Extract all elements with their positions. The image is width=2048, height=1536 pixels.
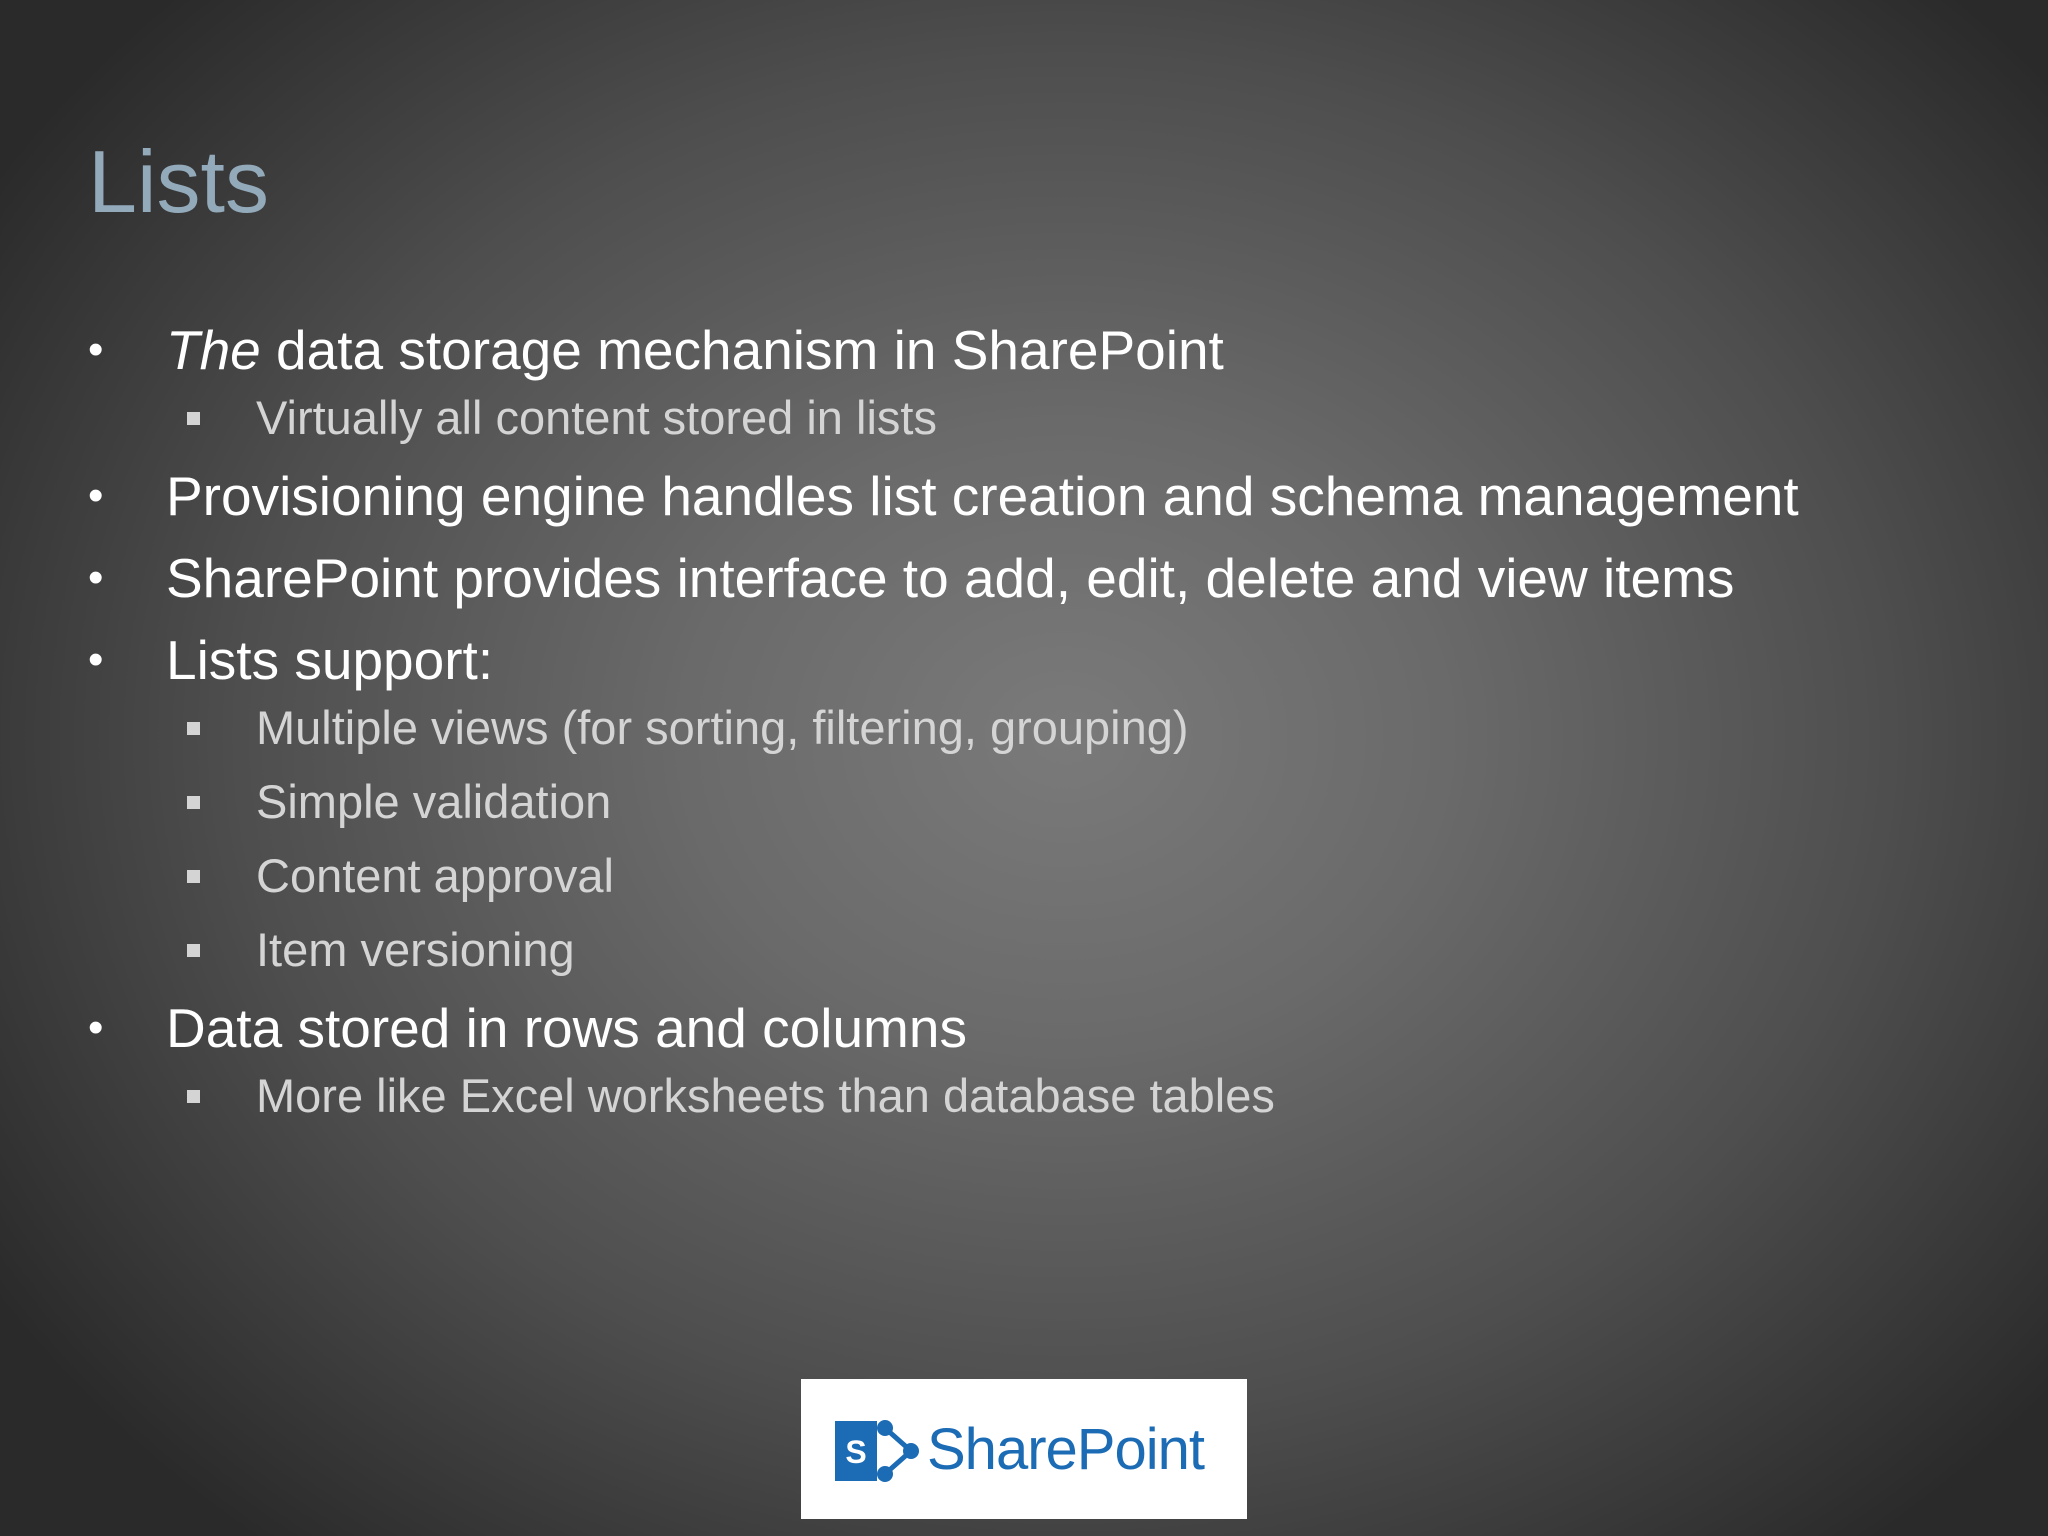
bullet-item xyxy=(88,628,1988,978)
bullet-emphasis: The xyxy=(166,319,261,381)
slide-title: Lists xyxy=(88,132,269,231)
bullet-list xyxy=(88,318,1988,1142)
sub-bullet-item xyxy=(166,922,1988,978)
square-bullet-icon xyxy=(187,796,200,809)
square-bullet-icon xyxy=(187,944,200,957)
sub-bullet-text: Simple validation xyxy=(256,775,612,828)
bullet-dot: • xyxy=(88,1003,104,1052)
sub-bullet-item xyxy=(166,1068,1988,1124)
sub-bullet-list xyxy=(166,700,1988,978)
sub-bullet-text: More like Excel worksheets than database tables xyxy=(256,1069,1275,1122)
bullet-text: data storage mechanism in SharePoint xyxy=(260,319,1224,381)
bullet-dot: • xyxy=(88,471,104,520)
bullet-text: Data stored in rows and columns xyxy=(166,997,967,1059)
square-bullet-icon xyxy=(187,870,200,883)
bullet-text: Lists support: xyxy=(166,629,494,691)
sub-bullet-text: Item versioning xyxy=(256,923,575,976)
sharepoint-logo xyxy=(801,1379,1247,1519)
sub-bullet-item xyxy=(166,774,1988,830)
sharepoint-logo-icon xyxy=(833,1417,923,1485)
sub-bullet-item xyxy=(166,390,1988,446)
bullet-dot: • xyxy=(88,553,104,602)
bullet-item xyxy=(88,546,1988,610)
square-bullet-icon xyxy=(187,1090,200,1103)
logo-mark-letter: S xyxy=(845,1434,867,1470)
sub-bullet-text: Content approval xyxy=(256,849,614,902)
sub-bullet-list xyxy=(166,1068,1988,1124)
logo-wordmark: SharePoint xyxy=(927,1417,1204,1482)
bullet-text: Provisioning engine handles list creation and schema management xyxy=(166,465,1799,527)
bullet-item xyxy=(88,996,1988,1124)
sub-bullet-item xyxy=(166,700,1988,756)
sub-bullet-text: Virtually all content stored in lists xyxy=(256,391,937,444)
sub-bullet-text: Multiple views (for sorting, filtering, grouping) xyxy=(256,701,1189,754)
bullet-dot: • xyxy=(88,635,104,684)
sub-bullet-item xyxy=(166,848,1988,904)
square-bullet-icon xyxy=(187,412,200,425)
bullet-item xyxy=(88,318,1988,446)
sub-bullet-list xyxy=(166,390,1988,446)
square-bullet-icon xyxy=(187,722,200,735)
bullet-item xyxy=(88,464,1988,528)
bullet-dot: • xyxy=(88,325,104,374)
bullet-text: SharePoint provides interface to add, edit, delete and view items xyxy=(166,547,1735,609)
